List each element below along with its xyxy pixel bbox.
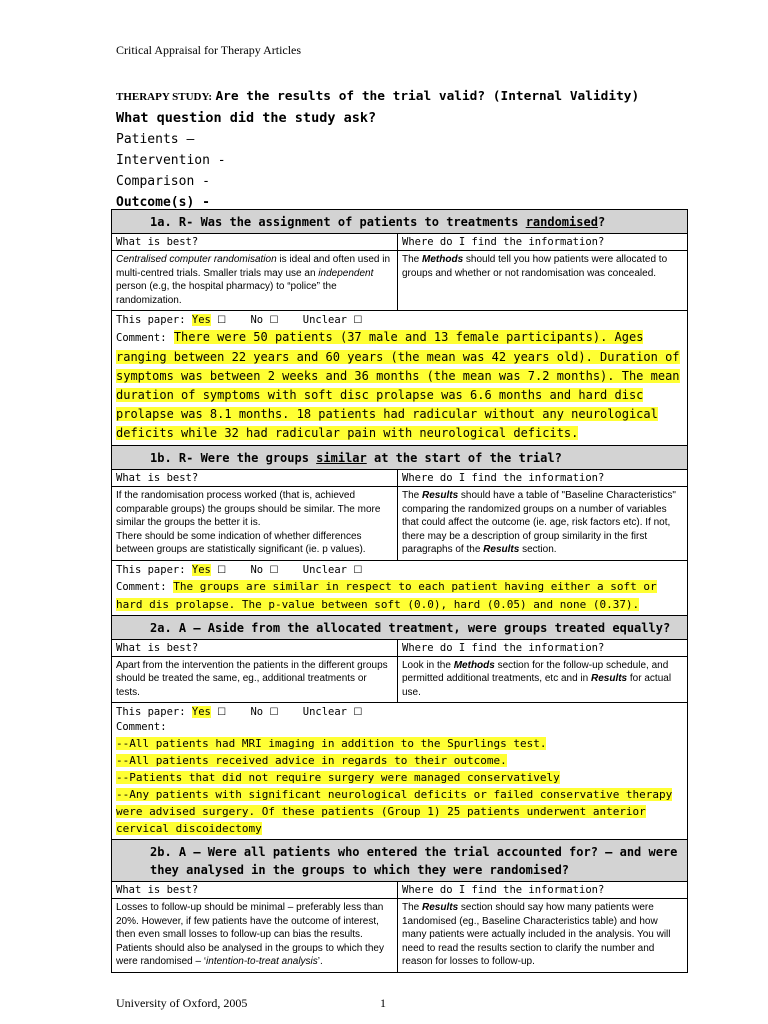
- col-what-is-best: What is best?: [112, 234, 398, 251]
- 2b-where-text: The Results section should say how many patients were 1andomised (eg., Baseline Characteristics table) and how many patients were actually included in the analysis. You will need to read the results section to clarify the number and reason for losses to follow-up.: [398, 899, 688, 973]
- 2a-best-text: Apart from the intervention the patients in the different groups should be treated the same, eg., additional treatments or tests.: [112, 656, 398, 703]
- 2a-comment-line: --Patients that did not require surgery were managed conservatively: [116, 771, 560, 784]
- 2a-this-paper: [112, 703, 688, 840]
- pico-intervention: Intervention -: [116, 153, 226, 168]
- section-2a-heading: 2a. A – Aside from the allocated treatment, were groups treated equally?: [112, 615, 688, 639]
- 2a-comment: [116, 735, 683, 837]
- page-number: 1: [380, 996, 386, 1010]
- section-2b-heading: 2b. A – Were all patients who entered the trial accounted for? – and were they analysed in the groups to which they were randomised?: [112, 840, 688, 882]
- checkbox-icon[interactable]: ☐: [353, 564, 363, 576]
- 1a-best-text: Centralised computer randomisation is ideal and often used in multi-centred trials. Smaller trials may use an independent person (e.g, the hospital pharmacy) to “police” the randomization.: [112, 251, 398, 311]
- pico-outcomes: Outcome(s) -: [116, 195, 210, 210]
- col-what-is-best: What is best?: [112, 470, 398, 487]
- 1a-unclear-option[interactable]: Unclear: [302, 314, 348, 326]
- 1a-rating-row: This paper: Yes ☐ No ☐ Unclear ☐: [116, 314, 363, 326]
- 1a-comment-text: There were 50 patients (37 male and 13 female participants). Ages ranging between 22 years and 60 years (the mean was 42 years old). Duration of symptoms was between 2 weeks and 36 months (the mean was 7.2 months). The mean duration of symptoms with soft disc prolapse was 6.6 months and hard disc prolapse was 8.1 months. 18 patients had radicular without any neurological deficits while 32 had radicular pain with neurological deficits.: [116, 330, 680, 440]
- 1a-where-text: The Methods should tell you how patients were allocated to groups and whether or not randomisation was concealed.: [398, 251, 688, 311]
- 2a-comment-line: --All patients had MRI imaging in addition to the Spurlings test.: [116, 737, 547, 750]
- study-subquestion: What question did the study ask?: [116, 110, 377, 126]
- 1a-this-paper: [112, 311, 688, 446]
- study-intro: [116, 88, 676, 216]
- 1b-no-option[interactable]: No: [250, 563, 264, 576]
- 2a-comment-line: --Any patients with significant neurological deficits or failed conservative therapy were advised surgery. Of these patients (Group 1) 25 patients underwent anterior cervical discoidectomy: [116, 788, 673, 835]
- 2a-rating-row: This paper: Yes ☐ No ☐ Unclear ☐: [116, 706, 363, 718]
- 2a-comment-label: Comment:: [116, 721, 167, 733]
- col-what-is-best: What is best?: [112, 639, 398, 656]
- checkbox-icon[interactable]: ☐: [217, 564, 227, 576]
- study-question-line: [116, 88, 676, 110]
- 1b-unclear-option[interactable]: Unclear: [302, 563, 348, 576]
- validity-question: Are the results of the trial valid? (Internal Validity): [215, 89, 640, 104]
- 2a-comment-line: --All patients received advice in regards to their outcome.: [116, 754, 507, 767]
- col-where-find: Where do I find the information?: [398, 234, 688, 251]
- 1a-no-option[interactable]: No: [250, 314, 264, 326]
- col-where-find: Where do I find the information?: [398, 639, 688, 656]
- 1b-this-paper: [112, 560, 688, 615]
- section-1a-heading: 1a. R- Was the assignment of patients to treatments randomised?: [112, 210, 688, 234]
- 2a-no-option[interactable]: No: [250, 706, 264, 718]
- running-header: Critical Appraisal for Therapy Articles: [116, 43, 302, 57]
- 1b-comment: Comment: The groups are similar in respect to each patient having either a soft or hard dis prolapse. The p-value between soft (0.0), hard (0.05) and none (0.37).: [116, 579, 657, 611]
- 1b-where-text: The Results should have a table of "Baseline Characteristics" comparing the randomized groups on a number of variables that could affect the outcome (ie. age, risk factors etc). If not, there may be a description of group similarity in the first paragraphs of the Results section.: [398, 487, 688, 561]
- 2a-yes-option[interactable]: Yes: [191, 706, 211, 718]
- appraisal-table: [111, 209, 688, 973]
- checkbox-icon[interactable]: ☐: [269, 315, 279, 326]
- checkbox-icon[interactable]: ☐: [269, 707, 279, 718]
- checkbox-icon[interactable]: ☐: [217, 707, 227, 718]
- pico-patients: Patients –: [116, 132, 195, 147]
- 1b-rating-row: This paper: Yes ☐ No ☐ Unclear ☐: [116, 563, 363, 576]
- checkbox-icon[interactable]: ☐: [269, 564, 279, 576]
- checkbox-icon[interactable]: ☐: [353, 707, 363, 718]
- col-where-find: Where do I find the information?: [398, 470, 688, 487]
- therapy-study-label: THERAPY STUDY:: [116, 91, 213, 103]
- 1b-comment-text: The groups are similar in respect to each patient having either a soft or hard dis prolapse. The p-value between soft (0.0), hard (0.05) and none (0.37).: [116, 579, 657, 611]
- checkbox-icon[interactable]: ☐: [217, 315, 227, 326]
- 2a-unclear-option[interactable]: Unclear: [302, 706, 348, 718]
- 1a-yes-option[interactable]: Yes: [191, 314, 211, 326]
- col-what-is-best: What is best?: [112, 882, 398, 899]
- checkbox-icon[interactable]: ☐: [353, 315, 363, 326]
- 1b-yes-option[interactable]: Yes: [191, 563, 211, 576]
- 1b-best-text: If the randomisation process worked (that is, achieved comparable groups) the groups should be similar. The more similar the groups the better it is. There should be some indication of whether differences between groups are statistically significant (ie. p values).: [112, 487, 398, 561]
- col-where-find: Where do I find the information?: [398, 882, 688, 899]
- 1a-comment: Comment: There were 50 patients (37 male and 13 female participants). Ages ranging between 22 years and 60 years (the mean was 42 years old). Duration of symptoms was between 2 weeks and 36 months (the mean was 7.2 months). The mean duration of symptoms with soft disc prolapse was 6.6 months and hard disc prolapse was 8.1 months. 18 patients had radicular without any neurological deficits while 32 had radicular pain with neurological deficits.: [116, 330, 680, 440]
- section-1b-heading: 1b. R- Were the groups similar at the start of the trial?: [112, 446, 688, 470]
- 2a-where-text: Look in the Methods section for the follow-up schedule, and permitted additional treatments, etc and in Results for actual use.: [398, 656, 688, 703]
- 2b-best-text: Losses to follow-up should be minimal – preferably less than 20%. However, if few patients have the outcome of interest, then even small losses to follow-up can bias the results. Patients should also be analysed in the groups to which they were randomised – ‘intention-to-treat analysis’.: [112, 899, 398, 973]
- footer-institution: University of Oxford, 2005: [116, 996, 248, 1010]
- pico-comparison: Comparison -: [116, 174, 210, 189]
